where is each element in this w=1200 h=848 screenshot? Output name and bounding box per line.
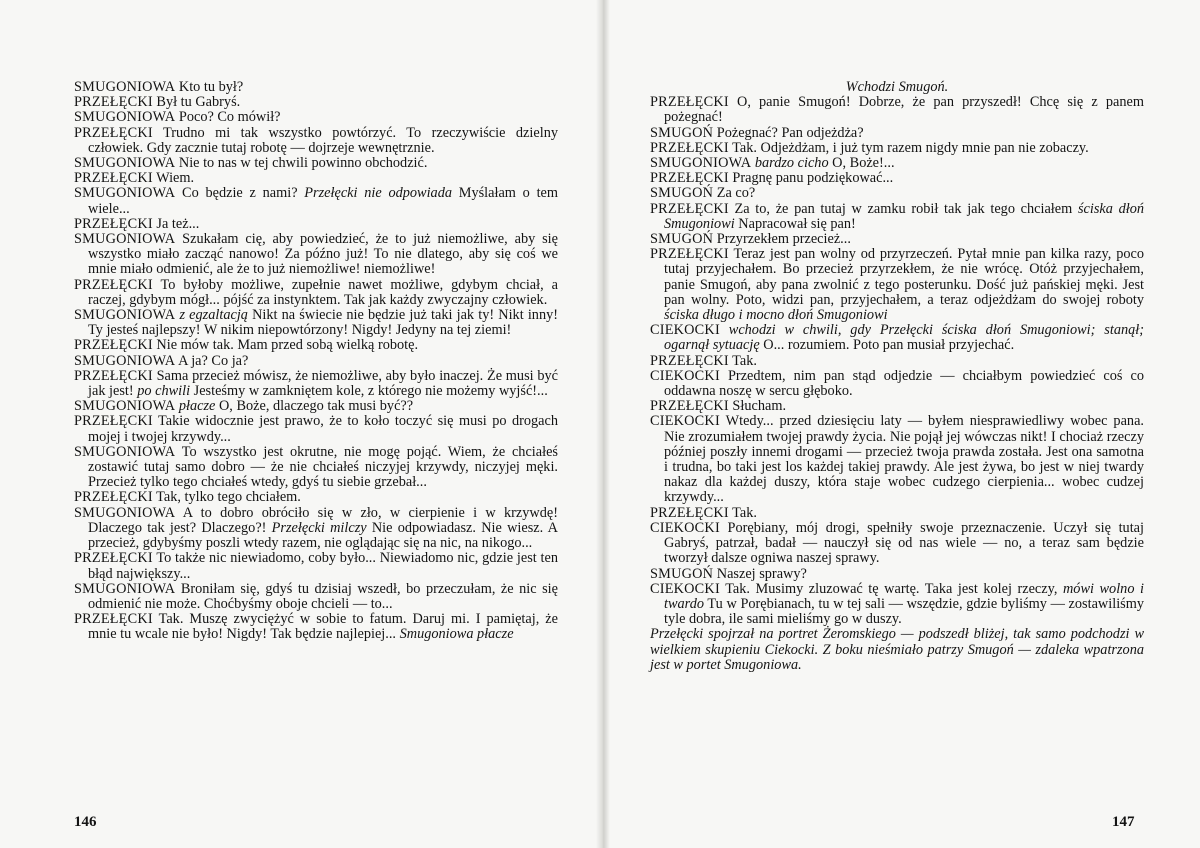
stage-direction: płacze bbox=[178, 398, 216, 415]
dialogue-text: Tak, tylko tego chciałem. bbox=[152, 489, 301, 506]
speaker-name: SMUGONIOWA bbox=[74, 443, 176, 460]
dialogue-entry bbox=[74, 308, 558, 338]
speaker-name: CIEKOCKI bbox=[650, 367, 720, 384]
stage-direction: ściska długo i mocno dłoń Smugoniowi bbox=[664, 307, 888, 324]
dialogue-text: Ja też... bbox=[152, 215, 200, 232]
right-page-number: 147 bbox=[1112, 814, 1135, 830]
speaker-name: SMUGONIOWA bbox=[74, 79, 176, 95]
dialogue-text: O, panie Smugoń! Dobrze, że pan przyszedł! Chcę się z panem pożegnać! bbox=[664, 94, 1144, 126]
speaker-name: PRZEŁĘCKI bbox=[74, 550, 153, 567]
dialogue-text: Wiem. bbox=[152, 170, 195, 187]
stage-entry: Wchodzi Smugoń. bbox=[845, 79, 949, 95]
dialogue-text: Przyrzekłem przecież... bbox=[713, 231, 851, 248]
dialogue-entry bbox=[650, 354, 1144, 369]
dialogue-entry bbox=[74, 171, 558, 186]
dialogue-entry bbox=[650, 399, 1144, 414]
dialogue-entry bbox=[650, 232, 1144, 247]
speaker-name: PRZEŁĘCKI bbox=[74, 170, 153, 187]
stage-direction: wchodzi w chwili, gdy Przełęcki ściska dłoń Smugoniowi; stanął; ogarnął sytuację bbox=[664, 322, 1144, 354]
dialogue-entry bbox=[74, 506, 558, 552]
speaker-name: SMUGONIOWA bbox=[74, 155, 176, 172]
dialogue-entry bbox=[74, 278, 558, 308]
dialogue-text: Nie mów tak. Mam przed sobą wielką robotę. bbox=[152, 337, 419, 354]
right-page-dialogue bbox=[650, 95, 1144, 627]
dialogue-entry bbox=[74, 156, 558, 171]
stage-direction: Przełęcki nie odpowiada bbox=[304, 185, 452, 202]
dialogue-text: Pragnę panu podziękować... bbox=[728, 170, 894, 187]
speaker-name: PRZEŁĘCKI bbox=[650, 246, 729, 263]
dialogue-entry bbox=[74, 126, 558, 156]
speaker-name: PRZEŁĘCKI bbox=[74, 489, 153, 506]
speaker-name: PRZEŁĘCKI bbox=[650, 200, 729, 217]
dialogue-text: Tak. bbox=[728, 352, 757, 369]
dialogue-entry bbox=[74, 582, 558, 612]
dialogue-entry bbox=[74, 445, 558, 491]
dialogue-text: Kto tu był? bbox=[175, 79, 244, 95]
dialogue-entry bbox=[650, 141, 1144, 156]
speaker-name: PRZEŁĘCKI bbox=[74, 367, 153, 384]
dialogue-entry bbox=[650, 156, 1144, 171]
dialogue-text: Jesteśmy w zamkniętem kole, z którego nie możemy wyjść!... bbox=[190, 383, 548, 400]
speaker-name: PRZEŁĘCKI bbox=[74, 94, 153, 111]
speaker-name: SMUGONIOWA bbox=[74, 307, 176, 324]
dialogue-text: To wszystko jest okrutne, nie mogę pojąć. Wiem, że chciałeś zostawić tutaj samo dobro — że nie chciałeś niczyjej krzywdy, niczyjej męki. Przecież tylko tego chciałeś wtedy, gdyś tu siebie grzebał... bbox=[88, 443, 558, 491]
dialogue-entry bbox=[650, 186, 1144, 201]
dialogue-text: Tak. Muszę zwyciężyć w sobie to fatum. Daruj mi. I pamiętaj, że mnie tu wcale nie było! Nigdy! Tak będzie najlepiej... bbox=[88, 611, 558, 643]
dialogue-text: Szukałam cię, aby powiedzieć, że to już niemożliwe, aby się wszystko miało zacząć nanowo! Za późno już! To nie dlatego, aby się coś we mnie miało odmienić, ale że to już niemożliwe! niemożliwe! bbox=[88, 231, 558, 278]
speaker-name: PRZEŁĘCKI bbox=[74, 337, 153, 354]
dialogue-text: To byłoby możliwe, zupełnie nawet możliwe, gdybym chciał, a raczej, gdybym mógł... pójść za instynktem. Tak jak każdy zwyczajny człowiek. bbox=[88, 276, 558, 308]
dialogue-text: Tak. bbox=[728, 504, 757, 521]
dialogue-text: Za co? bbox=[713, 185, 756, 202]
speaker-name: PRZEŁĘCKI bbox=[74, 413, 153, 430]
speaker-name: PRZEŁĘCKI bbox=[74, 215, 153, 232]
speaker-name: CIEKOCKI bbox=[650, 322, 720, 339]
dialogue-text: Za to, że pan tutaj w zamku robił tak jak tego chciałem bbox=[728, 200, 1078, 217]
dialogue-text: Tu w Porębianach, tu w tej sali — wszędzie, gdzie byliśmy — zostawiliśmy tyle dobra, ile sami mieliśmy go w duszy. bbox=[664, 595, 1144, 628]
stage-direction: Smugoniowa płacze bbox=[399, 626, 514, 643]
dialogue-text: Słucham. bbox=[728, 398, 787, 415]
dialogue-text: Co będzie z nami? bbox=[175, 185, 305, 202]
dialogue-entry bbox=[74, 338, 558, 353]
dialogue-text: Pożegnać? Pan odjeżdża? bbox=[713, 124, 864, 141]
dialogue-entry bbox=[74, 551, 558, 581]
speaker-name: PRZEŁĘCKI bbox=[74, 124, 153, 141]
stage-direction: bardzo cicho bbox=[754, 155, 829, 172]
speaker-name: PRZEŁĘCKI bbox=[650, 504, 729, 521]
dialogue-entry bbox=[74, 369, 558, 399]
dialogue-text: To także nic niewiadomo, coby było... Niewiadomo nic, gdzie jest ten błąd największy... bbox=[88, 550, 558, 582]
right-page bbox=[610, 0, 1200, 848]
speaker-name: CIEKOCKI bbox=[650, 519, 720, 536]
dialogue-entry bbox=[74, 217, 558, 232]
speaker-name: SMUGONIOWA bbox=[74, 352, 176, 369]
speaker-name: SMUGONIOWA bbox=[74, 580, 176, 597]
dialogue-text: Nikt na świecie nie będzie już taki jak ty! Nikt inny! Ty jesteś najlepszy! W nikim niepowtórzony! Nigdy! Jedyny na tej ziemi! bbox=[88, 307, 559, 339]
right-page-text bbox=[650, 80, 1144, 673]
dialogue-text: O, Boże!... bbox=[828, 155, 895, 172]
dialogue-entry bbox=[74, 612, 558, 642]
dialogue-entry bbox=[74, 354, 558, 369]
dialogue-text: Poco? Co mówił? bbox=[175, 109, 281, 126]
dialogue-text: Napracował się pan! bbox=[734, 215, 856, 232]
speaker-name: PRZEŁĘCKI bbox=[650, 94, 729, 111]
dialogue-text: Tak. Odjeżdżam, i już tym razem nigdy mnie pan nie zobaczy. bbox=[728, 139, 1089, 156]
speaker-name: SMUGONIOWA bbox=[650, 155, 752, 172]
dialogue-entry bbox=[650, 414, 1144, 505]
dialogue-entry bbox=[74, 80, 558, 95]
dialogue-text: Był tu Gabryś. bbox=[152, 94, 241, 111]
dialogue-text: O... rozumiem. Poto pan musiał przyjechać. bbox=[759, 337, 1015, 354]
dialogue-text: Tak. Musimy zluzować tę wartę. Taka jest kolej rzeczy, bbox=[719, 580, 1063, 597]
left-page-number: 146 bbox=[74, 814, 97, 830]
stage-direction: po chwili bbox=[137, 383, 191, 400]
dialogue-entry bbox=[74, 399, 558, 414]
dialogue-text: Naszej sprawy? bbox=[713, 565, 807, 582]
dialogue-entry bbox=[650, 521, 1144, 567]
dialogue-text: Teraz jest pan wolny od przyrzeczeń. Pytał mnie pan kilka razy, poco tutaj przyjechałem. Bo przecież przyrzekłem, że nie wrócę. Otóż przyjechałem, panie Smugoń, aby pana zwolnić z tego posterunku. Dość już pańskiej męki. Jest pan wolny. Poto, widzi pan, przyjechałem, a teraz odjeżdżam do swojej roboty bbox=[664, 246, 1144, 308]
dialogue-entry bbox=[650, 323, 1144, 353]
speaker-name: PRZEŁĘCKI bbox=[650, 352, 729, 369]
dialogue-text: Przedtem, nim pan stąd odjedzie — chciałbym powiedzieć coś co oddawna noszę w sercu głęboko. bbox=[664, 367, 1144, 400]
dialogue-entry bbox=[74, 232, 558, 278]
stage-direction: mówi wolno i twardo bbox=[664, 580, 1145, 612]
dialogue-text: Myślałam o tem wiele... bbox=[88, 185, 559, 217]
dialogue-text: O, Boże, dlaczego tak musi być?? bbox=[215, 398, 414, 415]
dialogue-text: A to dobro obróciło się w zło, w cierpienie i w krzywdę! Dlaczego tak jest? Dlaczego?! bbox=[88, 504, 558, 536]
left-page-text bbox=[74, 80, 558, 643]
dialogue-text: A ja? Co ja? bbox=[175, 352, 249, 369]
speaker-name: SMUGONIOWA bbox=[74, 504, 176, 521]
dialogue-entry bbox=[650, 202, 1144, 232]
stage-direction: z egzaltacją bbox=[179, 307, 248, 324]
dialogue-entry bbox=[74, 186, 558, 216]
speaker-name: PRZEŁĘCKI bbox=[74, 611, 153, 628]
stage-direction: ściska dłoń Smugoniowi bbox=[664, 200, 1145, 232]
speaker-name: CIEKOCKI bbox=[650, 580, 720, 597]
dialogue-text: Sama przecież mówisz, że niemożliwe, aby było inaczej. Że musi być jak jest! bbox=[88, 367, 558, 400]
dialogue-text: Broniłam się, gdyś tu dzisiaj wszedł, bo przeczułam, że nic się odmienić nie może. Choćbyśmy oboje chcieli — to... bbox=[88, 580, 558, 612]
speaker-name: PRZEŁĘCKI bbox=[650, 139, 729, 156]
speaker-name: PRZEŁĘCKI bbox=[650, 170, 729, 187]
dialogue-entry bbox=[650, 582, 1144, 628]
speaker-name: PRZEŁĘCKI bbox=[650, 398, 729, 415]
dialogue-text bbox=[720, 322, 729, 338]
speaker-name: SMUGOŃ bbox=[650, 124, 714, 141]
speaker-name: SMUGONIOWA bbox=[74, 109, 176, 126]
dialogue-text: Trudno mi tak wszystko powtórzyć. To rzeczywiście dzielny człowiek. Gdy zacznie tutaj robotę — dojrzeje wewnętrznie. bbox=[88, 124, 558, 156]
speaker-name: SMUGOŃ bbox=[650, 185, 714, 202]
left-page bbox=[0, 0, 596, 848]
dialogue-entry bbox=[650, 369, 1144, 399]
speaker-name: SMUGONIOWA bbox=[74, 231, 176, 248]
dialogue-entry bbox=[74, 110, 558, 125]
stage-direction: Przełęcki milczy bbox=[271, 519, 367, 536]
dialogue-entry bbox=[650, 247, 1144, 323]
dialogue-entry bbox=[650, 567, 1144, 582]
dialogue-text: Wtedy... przed dziesięciu laty — byłem niesprawiedliwy wobec pana. Nie zrozumiałem twojej prawdy życia. Nie pojął jej wówczas nikt! I chociaż rzeczy później poszły innemi drogami — przecież twoja prawda została. Jest ona samotna i trudna, bo taki jest los każdej takiej prawdy. Ale jest żywa, bo jest w niej twardy nakaz dla każdej duszy, która staje wobec cudzego cierpienia... wobec cudzej krzywdy... bbox=[664, 413, 1144, 506]
speaker-name: PRZEŁĘCKI bbox=[74, 276, 153, 293]
dialogue-text: Takie widocznie jest prawo, że to koło toczyć się musi po drogach mojej i twojej krzywdy... bbox=[88, 413, 558, 445]
dialogue-entry bbox=[650, 126, 1144, 141]
book-gutter bbox=[596, 0, 610, 848]
dialogue-text: Porębiany, mój drogi, spełniły swoje przeznaczenie. Uczył się tutaj Gabryś, patrzał, badał — nauczył się od nas wiele — no, a teraz sam będzie tworzył dalsze ogniwa naszej sprawy. bbox=[664, 519, 1144, 567]
closing-stage-direction: Przełęcki spojrzał na portret Żeromskiego — podszedł bliżej, tak samo podchodzi w wielkiem skupieniu Ciekocki. Z boku nieśmiało patrzy Smugoń — zdaleka wpatrzona jest w portet Smugoniowa. bbox=[650, 626, 1144, 673]
speaker-name: CIEKOCKI bbox=[650, 413, 720, 430]
dialogue-text: Nie odpowiadasz. Nie wiesz. A przecież, gdybyśmy poszli wtedy razem, nie oglądając się na nic, na nikogo... bbox=[88, 519, 558, 552]
dialogue-entry bbox=[74, 414, 558, 444]
speaker-name: SMUGOŃ bbox=[650, 231, 714, 248]
speaker-name: SMUGONIOWA bbox=[74, 398, 176, 415]
speaker-name: SMUGONIOWA bbox=[74, 185, 176, 202]
speaker-name: SMUGOŃ bbox=[650, 565, 714, 582]
dialogue-entry bbox=[650, 95, 1144, 125]
dialogue-entry bbox=[74, 95, 558, 110]
dialogue-entry bbox=[650, 506, 1144, 521]
dialogue-entry bbox=[74, 490, 558, 505]
dialogue-text: Nie to nas w tej chwili powinno obchodzić. bbox=[175, 155, 428, 172]
